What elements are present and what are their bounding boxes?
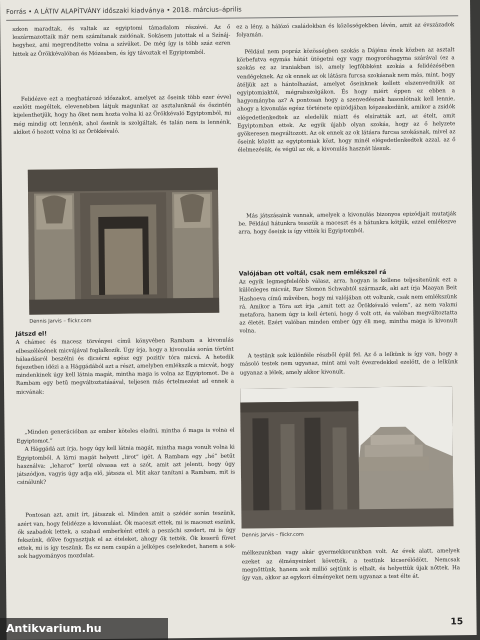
pyramid-temple-photo <box>240 386 453 528</box>
section-title-act-it-out: Játszd el! <box>15 330 48 339</box>
watermark-banner: Antikvarium.hu <box>0 618 168 640</box>
right-paragraph-6: mélkezunkban vagy akár gyermekkorunkban volt. Az évek alatt, amelyek ezeket az élményeinket követték, a testünk kicserélődött. Nemcsak megnőttünk, hanem sok millió sejtünk is elhalt, és helyettük újak nőttek. Ha így van, akkor az egykori élményeket nem ugyanaz a test élte át. <box>241 548 461 582</box>
right-paragraph-2: Például nem popráz közösségben szokás a Dájénu ének közben az asztalt körbefutva egymás hátát ütögetni egy vagy mogyoróhagyma szárával (ez a szokás ez az iraniakban is), amely legfőbbként szokás a felidézésében vendégeknek. Az ok ennek az ok látásra furcsa szokásnak nem más, mint, hogy átéljük azt a hántolhazást, amelyet őseinknek kellett elszenvedniük az egyiptomiaktól, mégrabszolgákon. És hogy miért éppen ez ebben a hagyományba az? A pontosan hogy a szenvedésnek hasonlótnak kell lennie, ahogy a kivonulás egész története epizódjában képzeskedünk, amikor a zsidók elégedetlenkedtek az eledelük miatt és elsíratták azt, az ételt, amit Egyiptomban ettek. Az egyik újabb olyan szokás, hogy az ő helyzete gyökeresen megváltozott. Az ok ennek az ok látásra furcsa szokásnak, mivel az őseink között az egyiptomiak közt, hogy minél elégedetlenkedtek azzal, az ő élelmezésük, és végül az ok, a kivonulás hasznát lássuk. <box>236 47 456 154</box>
right-paragraph-1: ez a lény, a hálózó családokban és közösségekben lévén, amit az évszázadok folyamán. <box>236 22 455 39</box>
left-paragraph-1: szkon maradtak, és valtak az egyiptomi támadalom részévé. Az ő leszármazottaik már nem számítanak zsidónak. Sokásem jutottak el a Színáj-hegyhez, ami megrendítette volna a szívüket. De még így is több száz ezren hittek az Örökkévalóban és Mózesben, és így távoztak el Egyiptomból. <box>12 24 231 58</box>
left-paragraph-4: A Hággádá azt írja, hogy úgy kell látnia magát, mintha maga vonult volna ki Egyiptomból. A lárni magát helyett „lirot” igét. A Rambam egy „hé” betűt használva: „leharot” kerül olvassa ezt a szót, amit azt jelenti, hogy úgy játszódjon, vagyis úgy adja elő, játssza el. Mit akar tanítani a Rambam, mit is csinálunk? <box>16 444 235 487</box>
page-number: 15 <box>450 617 464 628</box>
left-column <box>12 24 236 571</box>
running-header: Forrás • A LÁTIV ALAPÍTVÁNY időszaki kiadványa • 2018. március–április <box>6 5 242 16</box>
temple-interior-illustration <box>28 168 220 315</box>
right-column <box>236 21 460 616</box>
right-paragraph-5: A testünk sok különféle részből épül fel. Az ő a lelkünk is így van, hogy a másoló testek nem ugyanaz, mint ami volt évezredekkel ezelőtt, de a lelkünk ugyanaz a lélek, amely akkor kivonult. <box>239 351 458 377</box>
right-paragraph-3: Más játszásaink vannak, amelyek a kivonulás bizonyos epizódjait mutatják be. Például hátunkra tesszük a maceszt és a hátunkra kötjük, ezzel emlékezve arra, hogy őseink is így vitték ki Egyiptomból. <box>238 211 457 236</box>
left-paragraph-2: Felidézve ezt a meghatározó időszakot, amelyet az őseink több ezer évvel ezelőtt megéltek, elevenebben látjuk magunkat az asztalunknál és őszintén kijelenthetjük, hogy ha őket nem hozta volna ki az Örökkévaló Egyiptomból, mi még mindig ott lennénk, ahol őseink is szolgáltak, és talán nem is lennénk, akiket ő hozott volna ki az Örökkévaló. <box>13 94 232 136</box>
right-paragraph-4: Az egyik legmegfelelőbb válasz, arra, hogyan is kellene teljesítenünk ezt a különleges micvát, Rav Slomon Schwabtól származik, aki azt írja Maayan Beit Hashoeva című művében, hogy mi valójában ott voltunk, csak nem emlékszünk rá. Amikor a Tóra azt írja „amit tett az Örökkévaló velem”, az nem valami metafora, hanem úgy is kell érteni, hogy ő volt ott, és valóban megváltoztatta az életét. Ezért valóban minden ember úgy éli meg, mintha maga is kivonult volna. <box>238 277 458 335</box>
left-paragraph-3: A chámec és macesz törvényei című könyvében Rambam a kivonulás elbeszélésének micvájával foglalkozik. Úgy írja, hogy a kivonulás során történt hálaadásról beszélni és dicsérni egész egy pozitív tóra micvá. A hetedik fejezetben idézi a a Hággádából azt a részt, amelyben emlékszik a micvát, hogy mindenkinek úgy kell látnia magát, mintha maga is volna az Egyiptomot. De a Rambam egy betű megváltoztatásával, teljesen más értelmezést ad ennek a micvának: <box>15 337 235 396</box>
section-title-you-were-there: Valójában ott voltál, csak nem emlékszel rá <box>238 268 387 278</box>
temple-interior-photo <box>28 168 220 315</box>
photo-2-caption: Dennis Jarvis – flickr.com <box>241 532 304 539</box>
left-quote: „Minden generációban az ember köteles eladni, mintha ő maga is volna el Egyiptomot.” <box>16 427 235 445</box>
pyramid-temple-illustration <box>240 386 453 528</box>
left-paragraph-5: Pontosan azt, amit írt, játsszuk el. Minden amit a szédér során teszünk, azért van, hogy felidézze a kivonulást. Ők maceszt ettek, mi is maceszt eszünk, ők szabadok lettek, a szabad emberként ettek a peszáchi szedert, mi is úgy fekszünk, dőlve fogyasztjuk el az ételeket, ahogy ők tették. Ők keserű füvet ettek, mi is így teszünk. És ez nem csupán a jelképes cselekedet, hanem a sok-sok hagyományos mozdulat. <box>17 510 236 561</box>
photo-1-caption: Dennis Jarvis – flickr.com <box>29 318 92 325</box>
